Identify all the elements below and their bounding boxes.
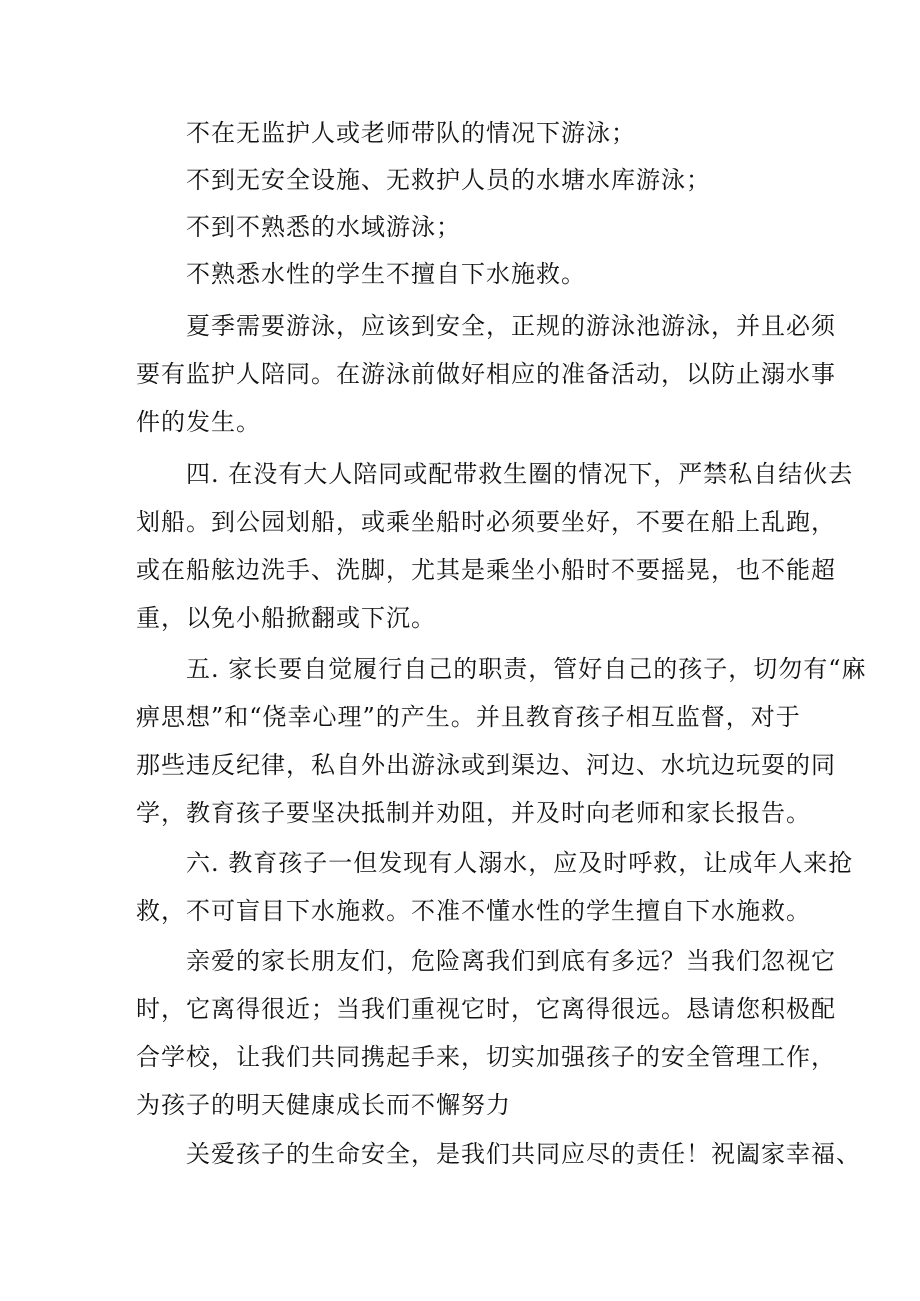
- text-line: 或在船舷边洗手、洗脚，尤其是乘坐小船时不要摇晃，也不能超: [136, 556, 836, 584]
- text-line: 关爱孩子的生命安全，是我们共同应尽的责任！祝阖家幸福、: [186, 1140, 861, 1168]
- text-line: 亲爱的家长朋友们，危险离我们到底有多远？当我们忽视它: [186, 947, 836, 975]
- text-line: 不熟悉水性的学生不擅自下水施救。: [186, 260, 586, 288]
- text-line: 时，它离得很近；当我们重视它时，它离得很远。恳请您积极配: [136, 995, 836, 1023]
- text-line: 救，不可盲目下水施救。不准不懂水性的学生擅自下水施救。: [136, 897, 811, 925]
- text-line: 件的发生。: [136, 408, 261, 436]
- text-line: 重，以免小船掀翻或下沉。: [136, 604, 436, 632]
- text-line: 那些违反纪律，私自外出游泳或到渠边、河边、水坑边玩耍的同: [136, 751, 836, 779]
- text-line: 为孩子的明天健康成长而不懈努力: [136, 1091, 511, 1119]
- text-line: 不到不熟悉的水域游泳；: [186, 213, 461, 241]
- text-line: 夏季需要游泳，应该到安全，正规的游泳池游泳，并且必须: [186, 312, 836, 340]
- text-line: 划船。到公园划船，或乘坐船时必须要坐好，不要在船上乱跑，: [136, 508, 836, 536]
- text-line: 要有监护人陪同。在游泳前做好相应的准备活动，以防止溺水事: [136, 360, 836, 388]
- text-line: 痹思想”和“侥幸心理”的产生。并且教育孩子相互监督，对于: [136, 703, 801, 731]
- text-line: 不在无监护人或老师带队的情况下游泳；: [186, 119, 636, 147]
- text-line: 学，教育孩子要坚决抵制并劝阻，并及时向老师和家长报告。: [136, 799, 811, 827]
- text-line: 合学校，让我们共同携起手来，切实加强孩子的安全管理工作，: [136, 1043, 836, 1071]
- text-line: 五. 家长要自觉履行自己的职责，管好自己的孩子，切勿有“麻: [186, 655, 867, 683]
- text-line: 六. 教育孩子一但发现有人溺水，应及时呼救，让成年人来抢: [186, 849, 854, 877]
- text-line: 四. 在没有大人陪同或配带救生圈的情况下，严禁私自结伙去: [186, 460, 854, 488]
- text-line: 不到无安全设施、无救护人员的水塘水库游泳；: [186, 166, 711, 194]
